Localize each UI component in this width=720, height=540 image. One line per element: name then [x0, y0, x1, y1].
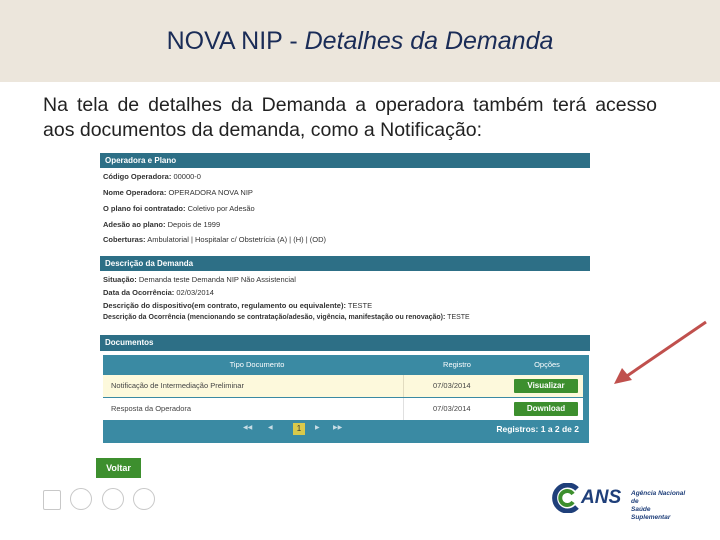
title-italic: Detalhes da Demanda: [304, 27, 554, 55]
row-ocorrencia: [103, 314, 470, 321]
cell-divider: [403, 375, 404, 397]
slide-title: [0, 27, 720, 56]
pointer-arrow-icon: [610, 318, 710, 388]
visualizar-button[interactable]: Visualizar: [514, 379, 578, 393]
table-row: [103, 375, 583, 397]
section-header-documentos: Documentos: [100, 335, 590, 351]
screenshot-panel: [97, 149, 595, 485]
pager-registros: Registros: 1 a 2 de 2: [496, 424, 579, 434]
row-label: Descrição da Ocorrência (mencionando se contratação/adesão, vigência, manifestação ou renovação):: [103, 314, 446, 321]
pager-first-icon[interactable]: ◀◀: [243, 425, 253, 431]
row-codigo: [103, 172, 201, 181]
row-nome: [103, 188, 253, 197]
table-pager: [103, 419, 589, 441]
download-button[interactable]: Download: [514, 402, 578, 416]
row-label: Nome Operadora:: [103, 188, 167, 197]
row-data-ocorrencia: [103, 288, 214, 297]
cell-tipo: Resposta da Operadora: [111, 404, 192, 413]
ans-logo-subtitle: [631, 490, 691, 522]
ans-sub-2: Saúde Suplementar: [631, 506, 671, 521]
row-adesao: [103, 220, 220, 229]
cell-registro: 07/03/2014: [433, 381, 471, 390]
row-plano: [103, 204, 255, 213]
row-label: Situação:: [103, 275, 137, 284]
col-registro: Registro: [443, 360, 471, 369]
col-opcoes: Opções: [534, 360, 560, 369]
row-label: Coberturas:: [103, 235, 146, 244]
row-coberturas: [103, 235, 326, 244]
page-number-button[interactable]: 1: [293, 423, 305, 435]
pager-last-icon[interactable]: ▶▶: [333, 425, 343, 431]
seal-icon: [70, 488, 92, 510]
intro-text: Na tela de detalhes da Demanda a operadora também terá acesso aos documentos da demanda, como a Notificação:: [43, 94, 657, 141]
ans-logo: [551, 481, 691, 521]
ans-logo-text: ANS: [581, 487, 622, 508]
row-label: Adesão ao plano:: [103, 220, 166, 229]
section-header-operadora: Operadora e Plano: [100, 153, 590, 168]
row-value: Coletivo por Adesão: [187, 204, 255, 213]
section-header-demanda: Descrição da Demanda: [100, 256, 590, 271]
pager-next-icon[interactable]: ▶: [315, 425, 320, 431]
row-value: 02/03/2014: [176, 288, 214, 297]
row-value: Ambulatorial | Hospitalar c/ Obstetrícia (A) | (H) | (OD): [147, 235, 326, 244]
pager-prev-icon[interactable]: ◀: [268, 425, 273, 431]
row-label: Data da Ocorrência:: [103, 288, 175, 297]
footer-seals: [43, 488, 160, 515]
seal-icon: [43, 490, 61, 510]
title-bold: NOVA NIP -: [166, 27, 298, 55]
ans-logo-icon: [551, 483, 581, 513]
row-situacao: [103, 275, 296, 284]
row-value: Demanda teste Demanda NIP Não Assistencial: [138, 275, 296, 284]
row-value: TESTE: [347, 301, 373, 310]
row-value: TESTE: [447, 314, 470, 321]
seal-icon: [102, 488, 124, 510]
ans-sub-1: Agência Nacional de: [631, 490, 686, 505]
row-value: Depois de 1999: [167, 220, 221, 229]
row-value: 00000-0: [173, 172, 201, 181]
arrow-shaft: [624, 322, 706, 378]
row-label: O plano foi contratado:: [103, 204, 186, 213]
row-dispositivo: [103, 301, 372, 310]
cell-divider: [403, 398, 404, 420]
cell-tipo: Notificação de Intermediação Preliminar: [111, 381, 244, 390]
row-label: Código Operadora:: [103, 172, 172, 181]
cell-registro: 07/03/2014: [433, 404, 471, 413]
row-value: OPERADORA NOVA NIP: [168, 188, 253, 197]
col-tipo-documento: Tipo Documento: [229, 360, 285, 369]
seal-icon: [133, 488, 155, 510]
voltar-button[interactable]: Voltar: [96, 458, 141, 478]
row-label: Descrição do dispositivo(em contrato, regulamento ou equivalente):: [103, 301, 346, 310]
table-row: [103, 398, 583, 420]
